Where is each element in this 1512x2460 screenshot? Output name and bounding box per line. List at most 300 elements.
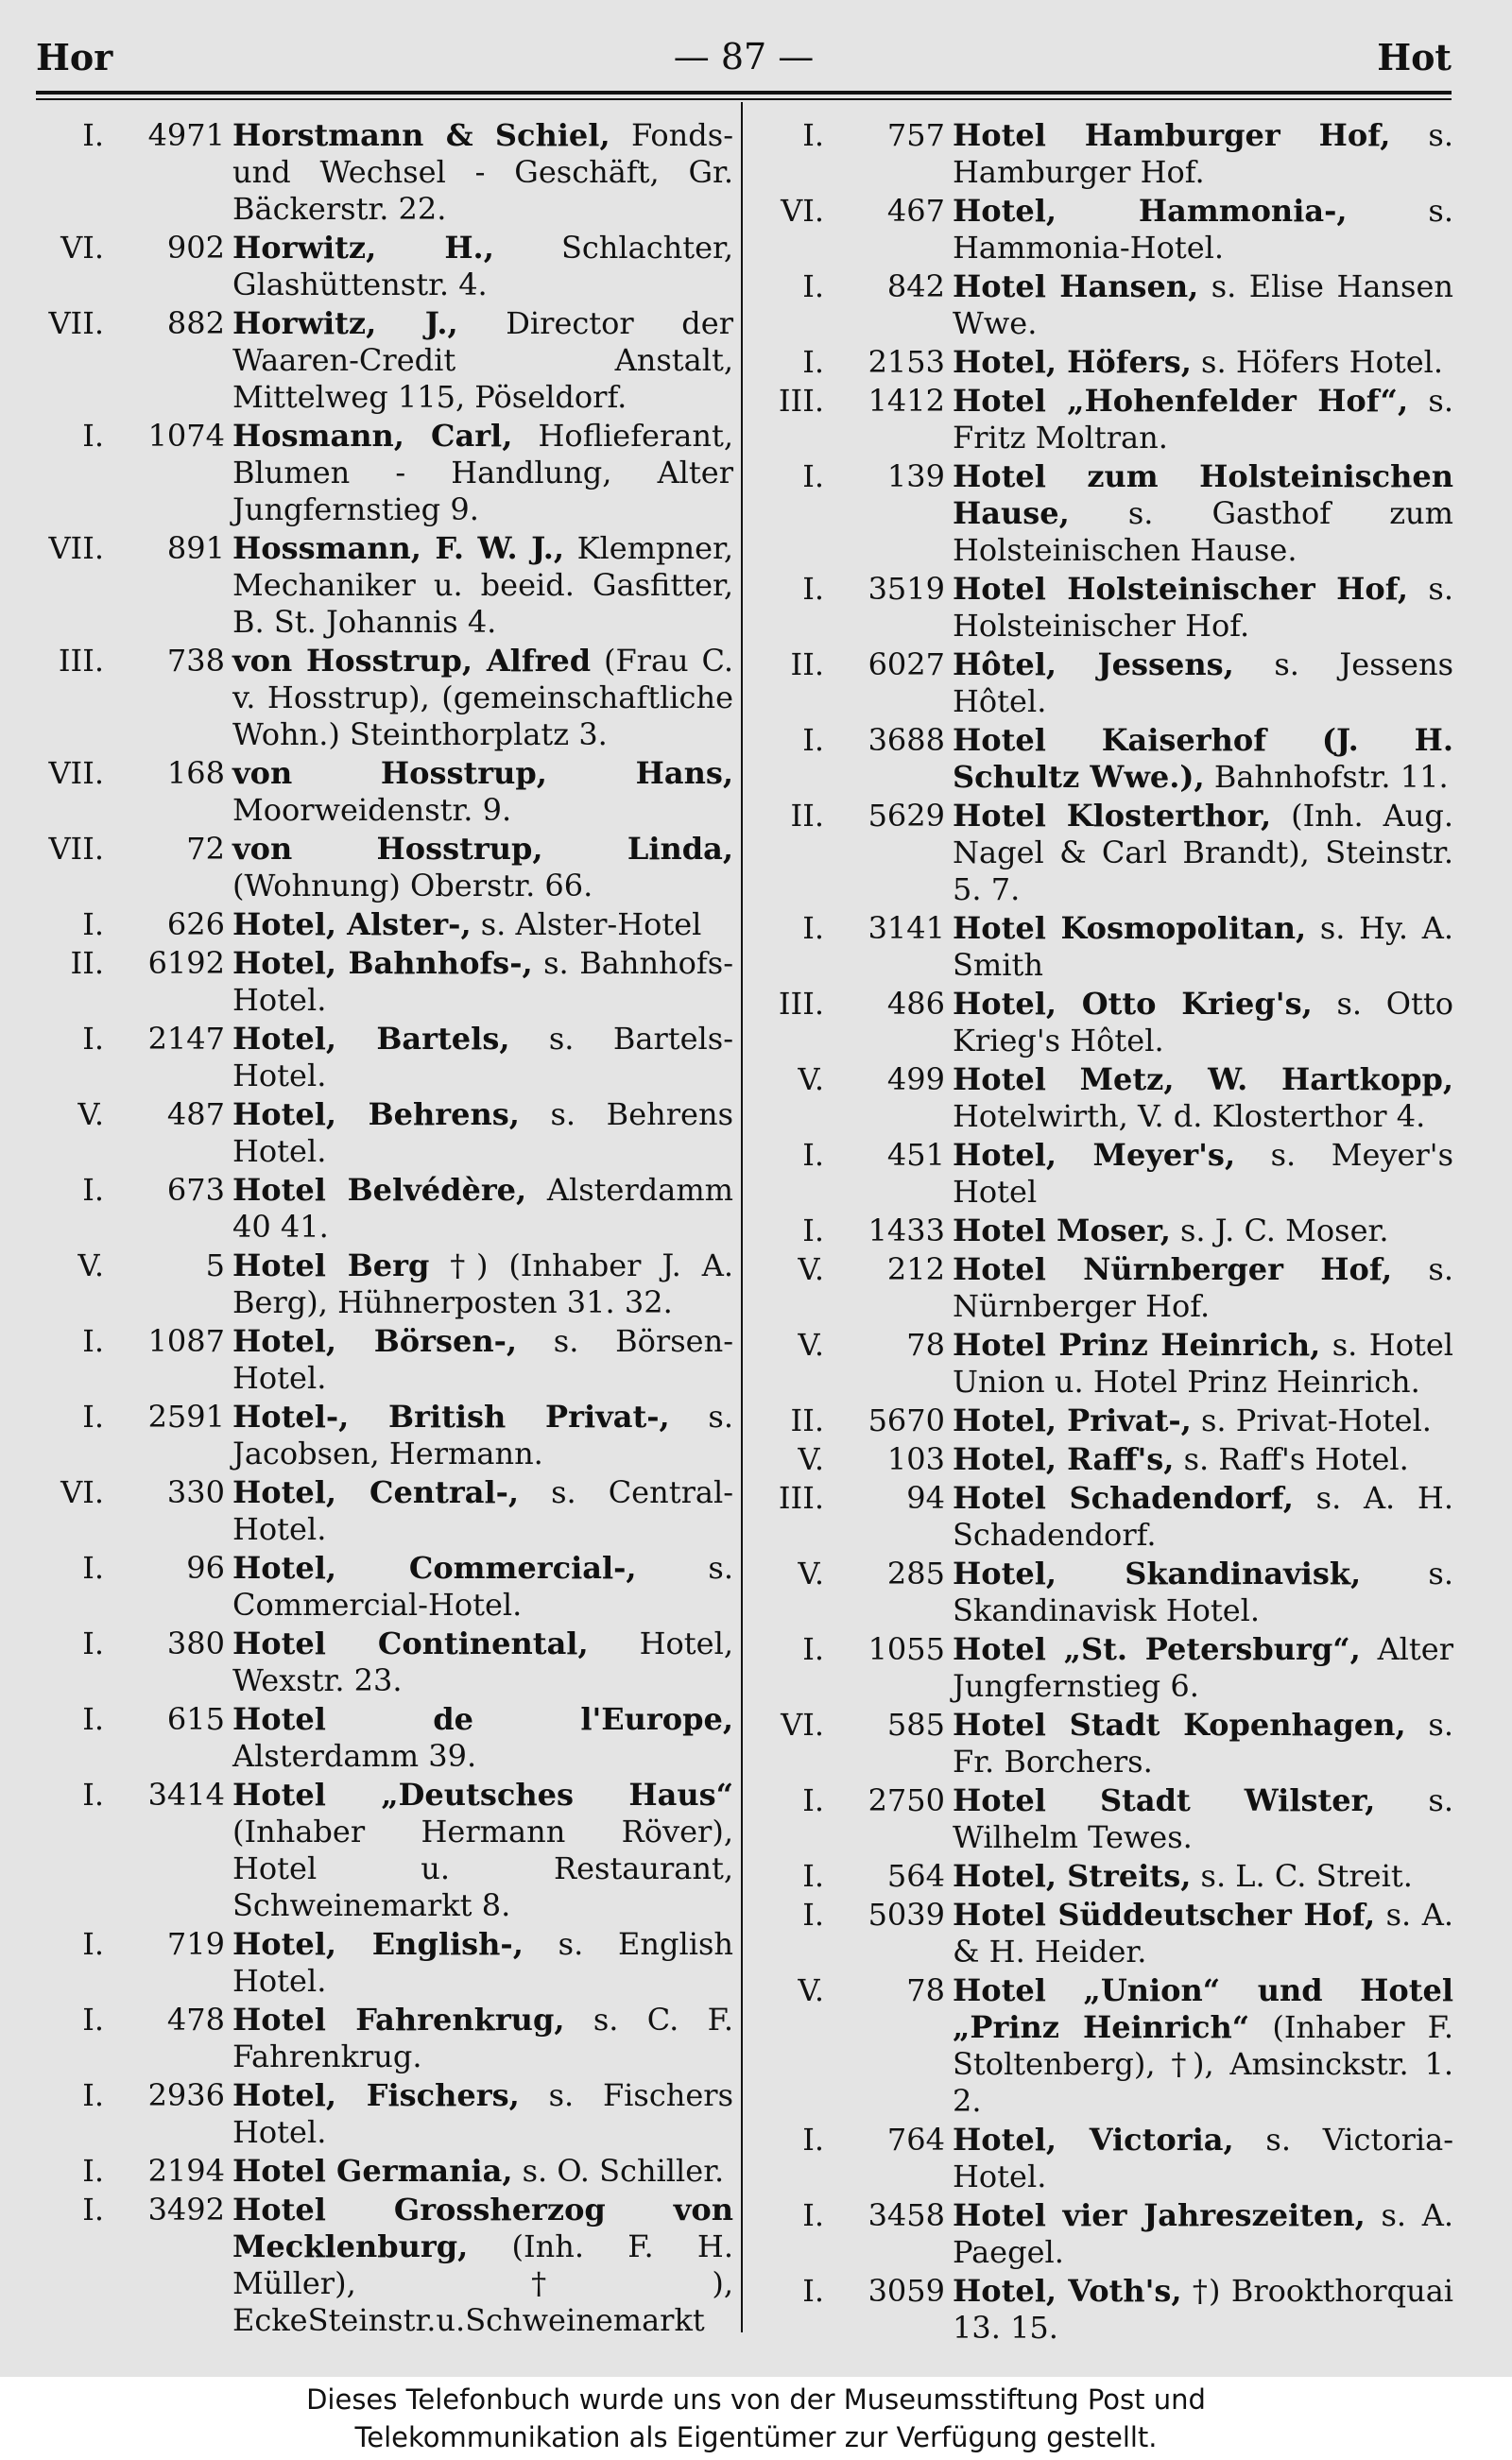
subscriber-name: von Hosstrup, Linda, [232, 831, 733, 867]
entry-text [232, 1626, 733, 1699]
subscriber-name: Hotel Fahrenkrug, [232, 2002, 565, 2038]
directory-entry [36, 1323, 733, 1397]
exchange-district: I. [82, 418, 104, 454]
exchange-district: III. [778, 1480, 824, 1516]
subscriber-details: (Frau C. v. Hosstrup), (gemeinschaftliche Wohn.) Steinthorplatz 3. [232, 643, 734, 752]
directory-entry [36, 2153, 733, 2190]
page-header [36, 28, 1452, 85]
phone-number: 738 [166, 643, 225, 679]
phone-number: 478 [166, 2002, 225, 2038]
subscriber-name: Hotel Schadendorf, [953, 1480, 1294, 1516]
subscriber-details: s. Privat-Hotel. [1191, 1402, 1432, 1438]
subscriber-details: Hotel, Wexstr. 23. [232, 1626, 733, 1698]
phone-number: 486 [886, 986, 945, 1022]
directory-entry [36, 906, 733, 943]
subscriber-details: Schlachter, Glashüttenstr. 4. [232, 230, 734, 302]
exchange-district: I. [802, 2122, 824, 2158]
subscriber-details: †) Brookthorquai 13. 15. [953, 2273, 1454, 2346]
phone-number: 764 [886, 2122, 945, 2158]
directory-entry [756, 1441, 1453, 1478]
directory-entry [756, 1061, 1453, 1135]
entry-text [953, 2122, 1453, 2195]
footer-line-2: Telekommunikation als Eigentümer zur Verfügung gestellt. [354, 2421, 1158, 2453]
subscriber-details: s. Otto Krieg's Hôtel. [953, 986, 1453, 1058]
directory-entry [36, 230, 733, 303]
phone-number: 5629 [868, 798, 945, 834]
phone-number: 168 [166, 755, 225, 791]
footer-notice [0, 2377, 1512, 2460]
directory-entry [756, 268, 1453, 342]
subscriber-details: (Inh. F. H. Müller), †), EckeSteinstr.u.Schweinemarkt [232, 2228, 733, 2338]
exchange-district: I. [802, 1137, 824, 1173]
entry-text [953, 383, 1453, 456]
phone-number: 3059 [868, 2273, 945, 2309]
subscriber-details: †) (Inhaber J. A. Berg), Hühnerposten 31. 32. [232, 1247, 734, 1320]
subscriber-details: s. L. C. Streit. [1191, 1858, 1413, 1894]
subscriber-name: von Hosstrup, Hans, [232, 755, 733, 791]
entry-text [232, 831, 733, 904]
subscriber-name: Hotel, Commercial-, [232, 1550, 637, 1586]
phone-number: 757 [886, 117, 945, 153]
entry-number [756, 646, 953, 683]
entry-number [756, 1897, 953, 1934]
entry-number [756, 1327, 953, 1364]
subscriber-name: Horwitz, J., [232, 305, 458, 341]
subscriber-name: Hotel, Börsen-, [232, 1323, 518, 1359]
subscriber-name: Hotel Nürnberger Hof, [953, 1251, 1393, 1287]
phone-number: 380 [166, 1626, 225, 1661]
directory-entry [756, 1137, 1453, 1211]
subscriber-name: Hotel Grossherzog von Mecklenburg, [232, 2192, 733, 2264]
subscriber-details: s. Commercial-Hotel. [232, 1550, 733, 1623]
phone-number: 2591 [147, 1399, 225, 1435]
exchange-district: I. [82, 1626, 104, 1661]
entry-number [756, 383, 953, 420]
subscriber-name: Hôtel, Jessens, [953, 646, 1234, 682]
subscriber-details: s. Alster-Hotel [471, 906, 702, 942]
exchange-district: I. [82, 2153, 104, 2189]
entry-number [36, 2077, 232, 2114]
subscriber-details: s. A. Paegel. [953, 2197, 1454, 2270]
subscriber-details: s. Jessens Hôtel. [953, 646, 1454, 719]
exchange-district: I. [802, 458, 824, 494]
phone-number: 1087 [147, 1323, 225, 1359]
subscriber-details: s. Hamburger Hof. [953, 117, 1454, 190]
directory-entry [36, 1399, 733, 1472]
phone-number: 4971 [147, 117, 225, 153]
entry-text [232, 1777, 733, 1924]
exchange-district: II. [790, 798, 824, 834]
entry-number [756, 1556, 953, 1592]
subscriber-name: Hotel, Central-, [232, 1474, 520, 1510]
entry-number [36, 643, 232, 680]
exchange-district: I. [82, 1701, 104, 1737]
subscriber-details: (Inhaber Hermann Röver), Hotel u. Restaurant, Schweinemarkt 8. [232, 1814, 733, 1923]
subscriber-name: Hotel Klosterthor, [953, 798, 1272, 834]
phone-number: 499 [886, 1061, 945, 1097]
subscriber-details: Alsterdamm 40 41. [232, 1172, 733, 1245]
directory-entry [756, 1556, 1453, 1629]
phone-number: 330 [166, 1474, 225, 1510]
entry-text [232, 1399, 733, 1472]
phone-number: 1433 [868, 1213, 945, 1248]
subscriber-name: Hotel, Höfers, [953, 344, 1192, 380]
entry-number [36, 1701, 232, 1738]
entry-number [36, 2153, 232, 2190]
directory-entry [756, 2197, 1453, 2271]
directory-entry [36, 2002, 733, 2075]
exchange-district: VII. [48, 831, 104, 867]
exchange-district: I. [802, 1858, 824, 1894]
exchange-district: I. [82, 1021, 104, 1057]
entry-text [953, 1782, 1453, 1856]
subscriber-details: s. O. Schiller. [512, 2153, 725, 2189]
entry-number [756, 2122, 953, 2159]
entry-number [36, 906, 232, 943]
subscriber-name: Horstmann & Schiel, [232, 117, 610, 153]
entry-text [953, 268, 1453, 342]
entry-text [232, 2077, 733, 2151]
subscriber-details: s. Meyer's Hotel [953, 1137, 1453, 1210]
phone-number: 2750 [868, 1782, 945, 1818]
phone-number: 615 [166, 1701, 225, 1737]
exchange-district: V. [77, 1096, 104, 1132]
entry-text [232, 1474, 733, 1548]
phone-number: 3141 [868, 910, 945, 946]
phone-number: 6027 [868, 646, 945, 682]
entry-text [953, 1631, 1453, 1705]
directory-entry [36, 643, 733, 753]
phone-number: 3458 [868, 2197, 945, 2233]
phone-number: 1055 [868, 1631, 945, 1667]
entry-text [953, 1402, 1453, 1439]
phone-number: 212 [886, 1251, 945, 1287]
exchange-district: V. [77, 1247, 104, 1283]
header-rule-thick [36, 91, 1452, 95]
right-column [756, 117, 1453, 2348]
subscriber-details: s. Fr. Borchers. [953, 1707, 1454, 1780]
subscriber-details: Moorweidenstr. 9. [232, 792, 512, 828]
phone-number: 626 [166, 906, 225, 942]
subscriber-details: s. Gasthof zum Holsteinischen Hause. [953, 495, 1453, 568]
subscriber-name: Hotel Hansen, [953, 268, 1199, 304]
exchange-district: V. [798, 1972, 824, 2008]
entry-text [953, 193, 1453, 267]
entry-text [232, 230, 733, 303]
subscriber-name: Hotel, Victoria, [953, 2122, 1234, 2158]
exchange-district: V. [798, 1327, 824, 1363]
entry-text [953, 1251, 1453, 1325]
directory-entry [36, 1172, 733, 1246]
entry-text [232, 643, 733, 753]
subscriber-details: s. Victoria-Hotel. [953, 2122, 1453, 2194]
entry-text [953, 1480, 1453, 1554]
phone-number: 902 [166, 230, 225, 266]
directory-entry [756, 1782, 1453, 1856]
exchange-district: I. [802, 1782, 824, 1818]
entry-number [36, 1096, 232, 1133]
subscriber-details: s. Wilhelm Tewes. [953, 1782, 1454, 1855]
phone-number: 487 [166, 1096, 225, 1132]
phone-number: 78 [906, 1327, 945, 1363]
column-divider [741, 102, 743, 2332]
entry-text [953, 344, 1453, 381]
phone-number: 3688 [868, 722, 945, 758]
directory-entry [756, 571, 1453, 645]
entry-number [36, 1021, 232, 1058]
phone-number: 719 [166, 1926, 225, 1962]
subscriber-details: s. Bartels-Hotel. [232, 1021, 733, 1093]
directory-entry [36, 117, 733, 228]
directory-entry [36, 1926, 733, 2000]
subscriber-name: Hotel, Otto Krieg's, [953, 986, 1313, 1022]
entry-text [953, 1327, 1453, 1401]
phone-number: 72 [186, 831, 225, 867]
entry-number [36, 1172, 232, 1209]
entry-number [756, 2273, 953, 2310]
entry-number [36, 755, 232, 792]
entry-number [36, 1550, 232, 1587]
exchange-district: I. [82, 1172, 104, 1208]
subscriber-details: s. Central-Hotel. [232, 1474, 734, 1547]
exchange-district: I. [802, 1631, 824, 1667]
exchange-district: III. [778, 383, 824, 419]
subscriber-details: s. Skandinavisk Hotel. [953, 1556, 1453, 1628]
entry-text [953, 1556, 1453, 1629]
subscriber-details: Fonds- und Wechsel - Geschäft, Gr. Bäckerstr. 22. [232, 117, 734, 227]
subscriber-name: Hotel-, British Privat-, [232, 1399, 670, 1435]
subscriber-name: Hotel Hamburger Hof, [953, 117, 1391, 153]
exchange-district: I. [802, 910, 824, 946]
exchange-district: I. [82, 1926, 104, 1962]
exchange-district: VI. [60, 230, 104, 266]
subscriber-name: Hosmann, Carl, [232, 418, 513, 454]
subscriber-name: Hotel, Fischers, [232, 2077, 520, 2113]
entry-text [232, 1550, 733, 1624]
entry-number [36, 418, 232, 455]
directory-entry [756, 2122, 1453, 2195]
exchange-district: I. [82, 1399, 104, 1435]
exchange-district: I. [802, 1897, 824, 1933]
directory-entry [36, 1777, 733, 1924]
directory-entry [36, 2077, 733, 2151]
subscriber-details: (Wohnung) Oberstr. 66. [232, 868, 593, 903]
subscriber-details: Director der Waaren-Credit Anstalt, Mittelweg 115, Pöseldorf. [232, 305, 734, 415]
subscriber-name: Hotel Berg [232, 1247, 430, 1283]
entry-number [756, 1137, 953, 1174]
subscriber-details: Klempner, Mechaniker u. beeid. Gasfitter, B. St. Johannis 4. [232, 530, 734, 640]
directory-entry [36, 945, 733, 1019]
exchange-district: VI. [781, 1707, 824, 1743]
phone-number: 891 [166, 530, 225, 566]
directory-entry [36, 755, 733, 829]
entry-number [36, 1399, 232, 1436]
subscriber-details: s. Hy. A. Smith [953, 910, 1453, 983]
subscriber-details: Hotelwirth, V. d. Klosterthor 4. [953, 1098, 1426, 1134]
subscriber-name: Hotel zum Holsteinischen Hause, [953, 458, 1453, 531]
subscriber-details: s. Elise Hansen Wwe. [953, 268, 1454, 341]
directory-entry [36, 1247, 733, 1321]
directory-entry [756, 722, 1453, 796]
subscriber-name: Horwitz, H., [232, 230, 494, 266]
entry-number [36, 1474, 232, 1511]
subscriber-details: Bahnhofstr. 11. [1204, 759, 1449, 795]
directory-entry [756, 344, 1453, 381]
subscriber-name: Hotel, Bahnhofs-, [232, 945, 533, 981]
subscriber-details: s. Bahnhofs-Hotel. [232, 945, 734, 1018]
entry-text [953, 117, 1453, 191]
entry-number [36, 1626, 232, 1662]
entry-text [953, 2273, 1453, 2347]
subscriber-name: Hotel, Hammonia-, [953, 193, 1348, 229]
entry-text [953, 2197, 1453, 2271]
directory-entry [756, 458, 1453, 569]
phone-number: 564 [886, 1858, 945, 1894]
directory-entry [36, 2192, 733, 2339]
subscriber-name: Hotel, Privat-, [953, 1402, 1192, 1438]
entry-text [953, 722, 1453, 796]
phone-number: 103 [886, 1441, 945, 1477]
exchange-district: VII. [48, 530, 104, 566]
entry-number [756, 117, 953, 154]
entry-number [36, 2192, 232, 2228]
page-number: — 87 — [673, 36, 815, 77]
phone-number: 78 [906, 1972, 945, 2008]
subscriber-details: s. Fischers Hotel. [232, 2077, 734, 2150]
subscriber-name: von Hosstrup, Alfred [232, 643, 592, 679]
entry-number [756, 986, 953, 1023]
exchange-district: V. [798, 1441, 824, 1477]
directory-entry [756, 117, 1453, 191]
entry-text [953, 1137, 1453, 1211]
phone-number: 842 [886, 268, 945, 304]
subscriber-name: Hotel, Streits, [953, 1858, 1192, 1894]
exchange-district: I. [82, 906, 104, 942]
entry-number [756, 1251, 953, 1288]
entry-number [36, 945, 232, 982]
exchange-district: V. [798, 1556, 824, 1591]
subscriber-details: s. Nürnberger Hof. [953, 1251, 1453, 1324]
header-left-keyword: Hor [36, 36, 113, 78]
exchange-district: VI. [60, 1474, 104, 1510]
exchange-district: I. [802, 571, 824, 607]
subscriber-name: Hotel „St. Petersburg“, [953, 1631, 1361, 1667]
entry-text [232, 530, 733, 641]
subscriber-details: s. Fritz Moltran. [953, 383, 1453, 456]
exchange-district: VII. [48, 305, 104, 341]
exchange-district: I. [82, 117, 104, 153]
directory-entry [36, 1550, 733, 1624]
entry-number [756, 1061, 953, 1098]
subscriber-name: Hotel Prinz Heinrich, [953, 1327, 1321, 1363]
phone-number: 139 [886, 458, 945, 494]
entry-text [953, 1972, 1453, 2120]
phone-number: 285 [886, 1556, 945, 1591]
entry-number [756, 1631, 953, 1668]
entry-text [232, 1323, 733, 1397]
phone-number: 3414 [147, 1777, 225, 1813]
subscriber-details: s. J. C. Moser. [1170, 1213, 1389, 1248]
directory-entry [756, 1327, 1453, 1401]
entry-number [36, 1323, 232, 1360]
subscriber-details: s. C. F. Fahrenkrug. [232, 2002, 734, 2074]
entry-text [953, 1897, 1453, 1970]
entry-number [756, 2197, 953, 2234]
entry-number [756, 1972, 953, 2009]
entry-number [36, 305, 232, 342]
directory-entry [756, 1631, 1453, 1705]
entry-number [36, 1926, 232, 1963]
entry-number [756, 1782, 953, 1819]
directory-entry [36, 1626, 733, 1699]
entry-number [756, 1858, 953, 1895]
directory-entry [36, 530, 733, 641]
subscriber-name: Hotel Belvédère, [232, 1172, 527, 1208]
subscriber-name: Hotel „Hohenfelder Hof“, [953, 383, 1409, 419]
subscriber-details: s. Hotel Union u. Hotel Prinz Heinrich. [953, 1327, 1454, 1400]
entry-text [232, 305, 733, 416]
directory-entry [756, 646, 1453, 720]
entry-text [232, 1172, 733, 1246]
entry-text [232, 1701, 733, 1775]
directory-entry [36, 831, 733, 904]
entry-number [756, 1707, 953, 1744]
entry-text [953, 986, 1453, 1059]
directory-entry [756, 193, 1453, 267]
exchange-district: I. [82, 1550, 104, 1586]
subscriber-name: Hotel Continental, [232, 1626, 589, 1661]
directory-entry [36, 1474, 733, 1548]
phone-number: 96 [186, 1550, 225, 1586]
directory-entry [756, 986, 1453, 1059]
entry-text [953, 798, 1453, 908]
subscriber-name: Hotel „Union“ und Hotel „Prinz Heinrich“ [953, 1972, 1453, 2045]
exchange-district: I. [802, 344, 824, 380]
directory-entry [36, 1021, 733, 1094]
directory-entry [756, 1251, 1453, 1325]
entry-text [232, 2002, 733, 2075]
entry-number [756, 1480, 953, 1517]
exchange-district: I. [802, 117, 824, 153]
exchange-district: I. [82, 1777, 104, 1813]
subscriber-name: Hotel de l'Europe, [232, 1701, 733, 1737]
phone-number: 5670 [868, 1402, 945, 1438]
directory-entry [756, 2273, 1453, 2347]
entry-text [232, 755, 733, 829]
subscriber-details: s. English Hotel. [232, 1926, 734, 1999]
subscriber-name: Hotel, Meyer's, [953, 1137, 1236, 1173]
subscriber-name: Hotel vier Jahreszeiten, [953, 2197, 1366, 2233]
entry-text [232, 2192, 733, 2339]
entry-text [232, 1247, 733, 1321]
subscriber-details: (Inhaber F. Stoltenberg), †), Amsinckstr. 1. 2. [953, 2009, 1454, 2119]
directory-entry [756, 910, 1453, 984]
entry-text [953, 910, 1453, 984]
exchange-district: I. [82, 2192, 104, 2228]
subscriber-name: Hotel, Bartels, [232, 1021, 510, 1057]
phone-number: 451 [886, 1137, 945, 1173]
footer-line-1: Dieses Telefonbuch wurde uns von der Museumsstiftung Post und [306, 2383, 1206, 2416]
entry-text [953, 1213, 1453, 1249]
subscriber-details: s. Raff's Hotel. [1174, 1441, 1409, 1477]
directory-entry [756, 1707, 1453, 1780]
subscriber-details: s. Höfers Hotel. [1191, 344, 1444, 380]
subscriber-name: Hotel, English-, [232, 1926, 524, 1962]
phone-number: 1412 [868, 383, 945, 419]
exchange-district: I. [82, 1323, 104, 1359]
phone-number: 673 [166, 1172, 225, 1208]
subscriber-name: Hotel, Behrens, [232, 1096, 520, 1132]
